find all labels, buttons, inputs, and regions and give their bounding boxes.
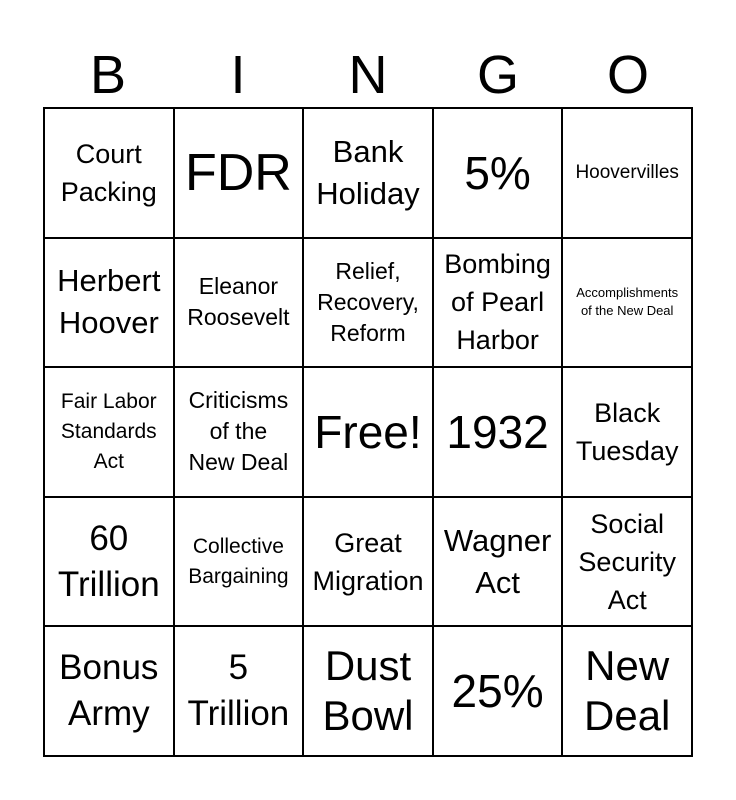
cell-text: 60 Trillion [57,518,160,604]
bingo-cell[interactable] [433,497,563,627]
header-letter-n: N [348,45,388,105]
cell-text: Bank Holiday [316,133,420,211]
bingo-cell[interactable] [562,626,692,756]
cell-text: Collective Bargaining [188,534,289,588]
bingo-cell[interactable] [433,108,563,238]
cell-text: 5 Trillion [187,648,290,734]
bingo-cell[interactable] [174,108,304,238]
bingo-cell[interactable] [174,497,304,627]
free-space[interactable] [303,367,433,497]
bingo-cell[interactable] [562,238,692,368]
header-letter-g: G [476,45,519,105]
bingo-cell[interactable] [303,497,433,627]
cell-text: Free! [314,405,422,458]
bingo-cell[interactable] [44,626,174,756]
header-letter-b: B [89,45,127,105]
bingo-cell[interactable] [433,238,563,368]
cell-text: Fair Labor Standards Act [60,389,157,473]
cell-text: Eleanor Roosevelt [187,273,290,331]
cell-text: Bombing of Pearl Harbor [444,249,551,356]
cell-text: 5% [464,146,531,199]
cell-text: Accomplishments of the New Deal [576,285,679,319]
bingo-cell[interactable] [562,108,692,238]
cell-text: FDR [184,143,292,202]
bingo-cell[interactable] [303,108,433,238]
cell-text: Hoovervilles [575,161,679,183]
cell-text: 25% [451,665,544,718]
cell-text: Great Migration [312,527,424,596]
cell-text: Criticisms of the New Deal [188,387,289,476]
cell-text: Social Security Act [578,508,676,615]
bingo-cell[interactable] [44,108,174,238]
cell-text: Court Packing [60,138,157,207]
bingo-cell[interactable] [303,238,433,368]
bingo-cell[interactable] [303,626,433,756]
header-letter-o: O [606,45,649,105]
cell-text: Herbert Hoover [57,263,161,341]
cell-text: Bonus Army [59,648,159,734]
cell-text: 1932 [446,405,549,458]
cell-text: Wagner Act [443,522,552,600]
bingo-cell[interactable] [174,367,304,497]
bingo-cell[interactable] [433,626,563,756]
bingo-cell[interactable] [44,367,174,497]
bingo-cell[interactable] [433,367,563,497]
bingo-header [43,42,693,108]
cell-text: Dust Bowl [322,642,414,740]
bingo-cell[interactable] [44,497,174,627]
bingo-board [43,107,693,757]
bingo-cell[interactable] [174,626,304,756]
bingo-cell[interactable] [44,238,174,368]
cell-text: Black Tuesday [575,397,679,466]
cell-text: New Deal [584,642,671,740]
header-letter-i: I [230,45,246,105]
bingo-cell[interactable] [562,497,692,627]
bingo-cell[interactable] [562,367,692,497]
cell-text: Relief, Recovery, Reform [317,257,419,346]
bingo-cell[interactable] [174,238,304,368]
